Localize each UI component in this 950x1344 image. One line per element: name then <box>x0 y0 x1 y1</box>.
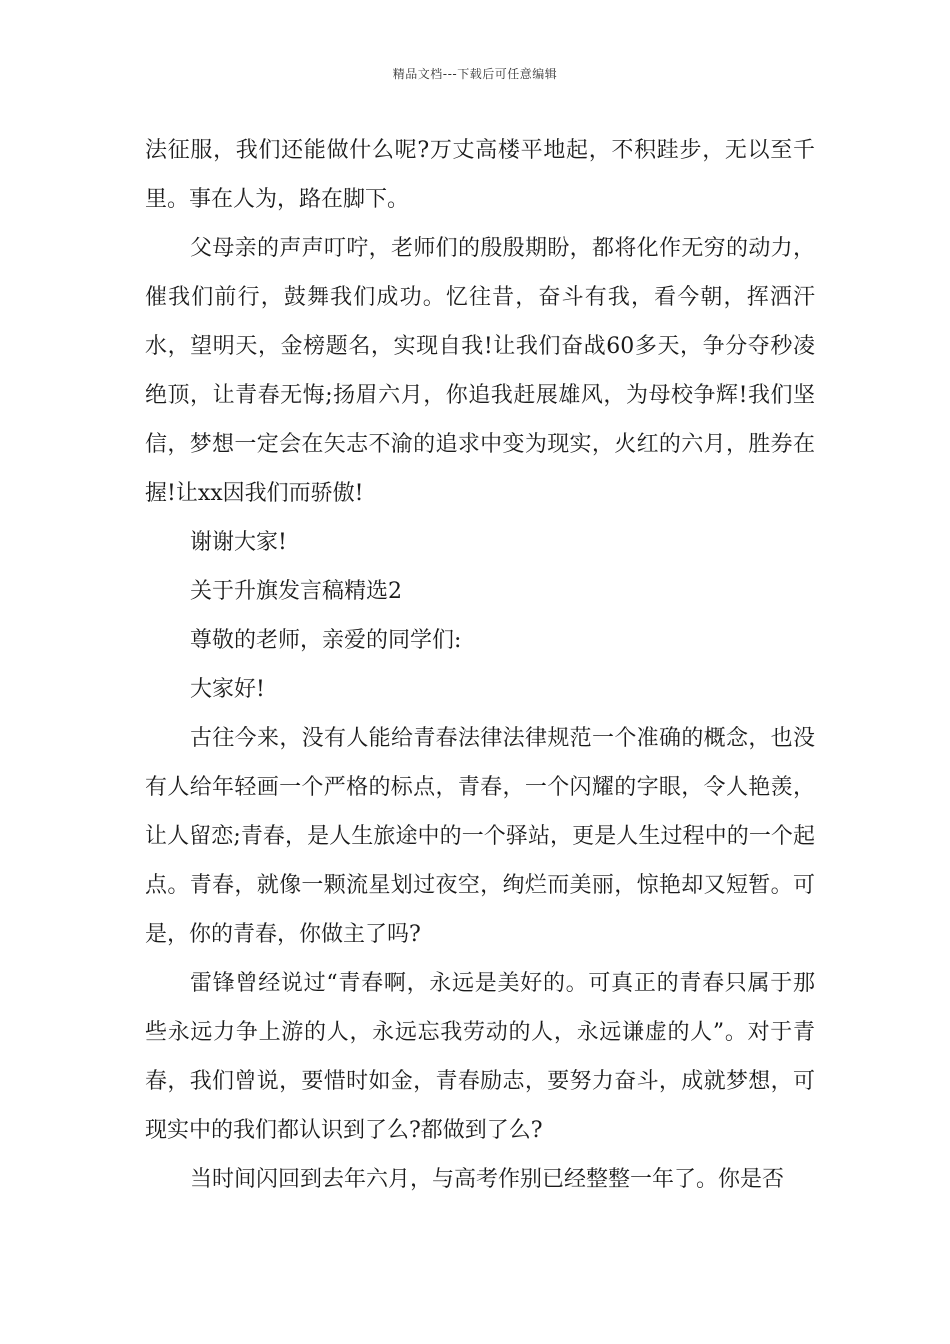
section-title: 关于升旗发言稿精选2 <box>190 579 402 604</box>
paragraph: 法征服，我们还能做什么呢?万丈高楼平地起，不积跬步，无以至千里。事在人为，路在脚下。 <box>145 138 815 212</box>
greeting: 大家好! <box>190 677 265 702</box>
paragraph: 父母亲的声声叮咛，老师们的殷殷期盼，都将化作无穷的动力，催我们前行，鼓舞我们成功。忆往昔，奋斗有我，看今朝，挥洒汗水，望明天，金榜题名，实现自我!让我们奋战60多天，争分夺秒凌绝顶，让青春无悔;扬眉六月，你追我赶展雄风，为母校争辉!我们坚信，梦想一定会在矢志不渝的追求中变为现实，火红的六月，胜券在握!让xx因我们而骄傲! <box>145 236 815 506</box>
salutation: 尊敬的老师，亲爱的同学们: <box>190 628 462 653</box>
document-body <box>145 126 815 1204</box>
page-header: 精品文档---下载后可任意编辑 <box>392 67 558 81</box>
paragraph: 雷锋曾经说过“青春啊，永远是美好的。可真正的青春只属于那些永远力争上游的人，永远忘我劳动的人，永远谦虚的人”。对于青春，我们曾说，要惜时如金，青春励志，要努力奋斗，成就梦想，可现实中的我们都认识到了么?都做到了么? <box>145 971 815 1143</box>
paragraph: 谢谢大家! <box>190 530 287 555</box>
paragraph: 古往今来，没有人能给青春法律法律规范一个准确的概念，也没有人给年轻画一个严格的标点，青春，一个闪耀的字眼，令人艳羡，让人留恋;青春，是人生旅途中的一个驿站，更是人生过程中的一个起点。青春，就像一颗流星划过夜空，绚烂而美丽，惊艳却又短暂。可是，你的青春，你做主了吗? <box>145 726 815 947</box>
paragraph: 当时间闪回到去年六月，与高考作别已经整整一年了。你是否 <box>190 1167 785 1192</box>
